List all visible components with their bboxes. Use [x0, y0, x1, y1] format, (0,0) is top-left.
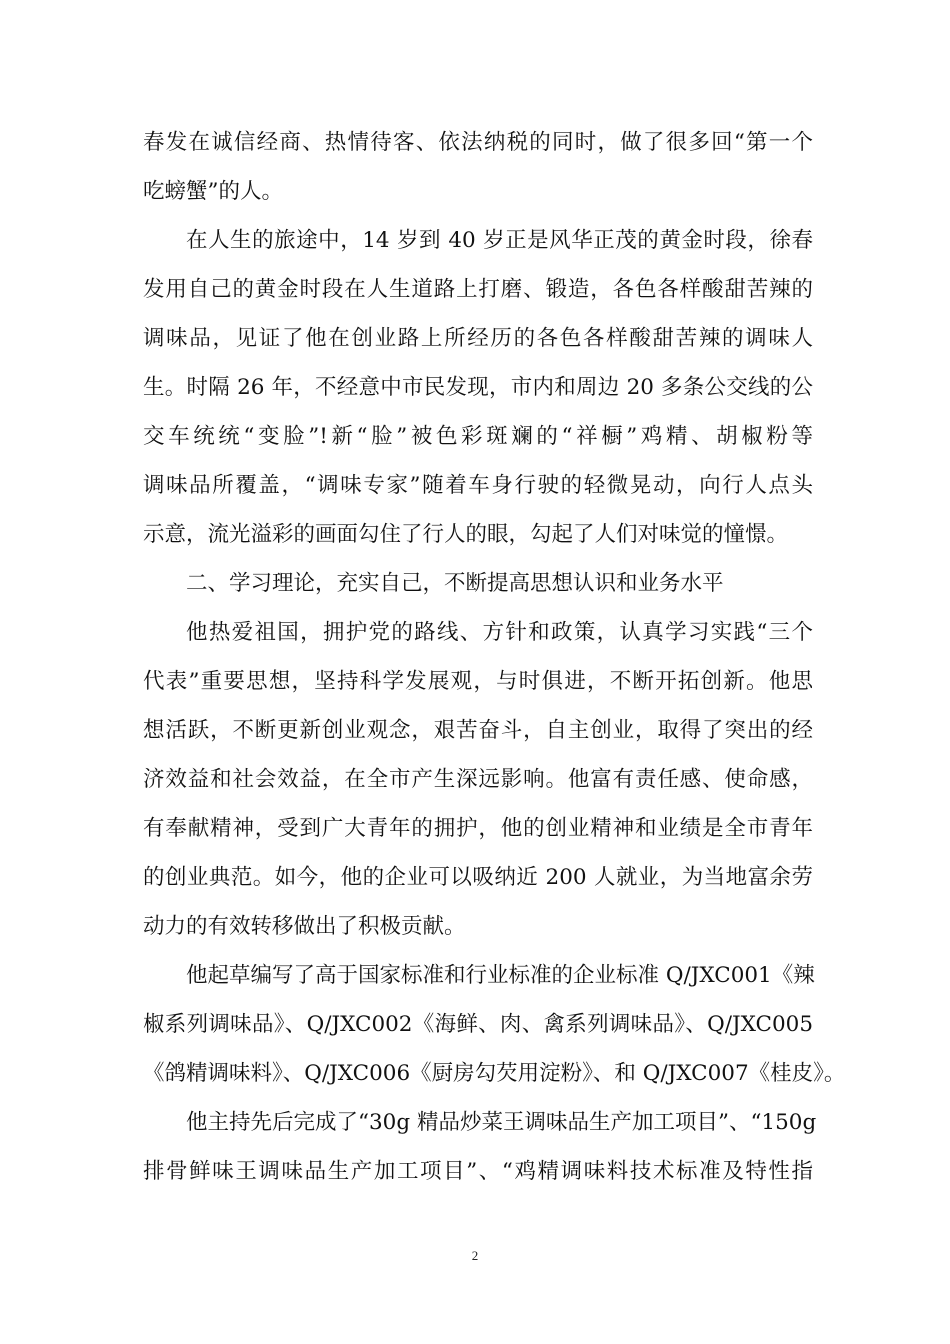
paragraph [143, 951, 846, 1098]
text-line: 吃螃蟹”的人。 [143, 179, 283, 204]
text-line: 发用自己的黄金时段在人生道路上打磨、锻造，各色各样酸甜苦辣的 [143, 277, 813, 302]
text-line: 春发在诚信经商、热情待客、依法纳税的同时，做了很多回“第一个 [143, 130, 813, 155]
text-line: 生。时隔 26 年，不经意中市民发现，市内和周边 20 多条公交线的公 [143, 375, 813, 400]
text-line: 他主持先后完成了“30g 精品炒菜王调味品生产加工项目”、“150g [186, 1110, 817, 1135]
text-line: 排骨鲜味王调味品生产加工项目”、“鸡精调味料技术标准及特性指 [143, 1159, 813, 1184]
text-line: 代表”重要思想，坚持科学发展观，与时俱进，不断开拓创新。他思 [143, 669, 813, 694]
text-line: 二、学习理论，充实自己，不断提高思想认识和业务水平 [186, 571, 724, 596]
text-line: 的创业典范。如今，他的企业可以吸纳近 200 人就业，为当地富余劳 [143, 865, 813, 890]
paragraph [143, 1098, 817, 1196]
text-line: 在人生的旅途中，14 岁到 40 岁正是风华正茂的黄金时段，徐春 [186, 228, 813, 253]
text-line: 他起草编写了高于国家标准和行业标准的企业标准 Q/JXC001《辣 [186, 963, 815, 988]
paragraph [143, 559, 813, 608]
text-line: 调味品，见证了他在创业路上所经历的各色各样酸甜苦辣的调味人 [143, 326, 813, 351]
text-line: 《鸽精调味料》、Q/JXC006《厨房勾芡用淀粉》、和 Q/JXC007《桂皮》。 [143, 1061, 846, 1086]
text-line: 他热爱祖国，拥护党的路线、方针和政策，认真学习实践“三个 [186, 620, 813, 645]
text-line: 想活跃，不断更新创业观念，艰苦奋斗，自主创业，取得了突出的经 [143, 718, 813, 743]
page-number: 2 [471, 1248, 479, 1263]
text-line: 济效益和社会效益，在全市产生深远影响。他富有责任感、使命感， [143, 767, 813, 792]
text-line: 交车统统“变脸”!新“脸”被色彩斑斓的“祥橱”鸡精、胡椒粉等 [143, 424, 813, 449]
text-line: 有奉献精神，受到广大青年的拥护，他的创业精神和业绩是全市青年 [143, 816, 813, 841]
body-text [143, 118, 846, 1196]
paragraph [143, 216, 813, 559]
text-line: 动力的有效转移做出了积极贡献。 [143, 914, 466, 939]
text-line: 调味品所覆盖，“调味专家”随着车身行驶的轻微晃动，向行人点头 [143, 473, 813, 498]
paragraph [143, 118, 813, 216]
text-line: 示意，流光溢彩的画面勾住了行人的眼，勾起了人们对味觉的憧憬。 [143, 522, 789, 547]
paragraph [143, 608, 813, 951]
text-line: 椒系列调味品》、Q/JXC002《海鲜、肉、禽系列调味品》、Q/JXC005 [143, 1012, 813, 1037]
